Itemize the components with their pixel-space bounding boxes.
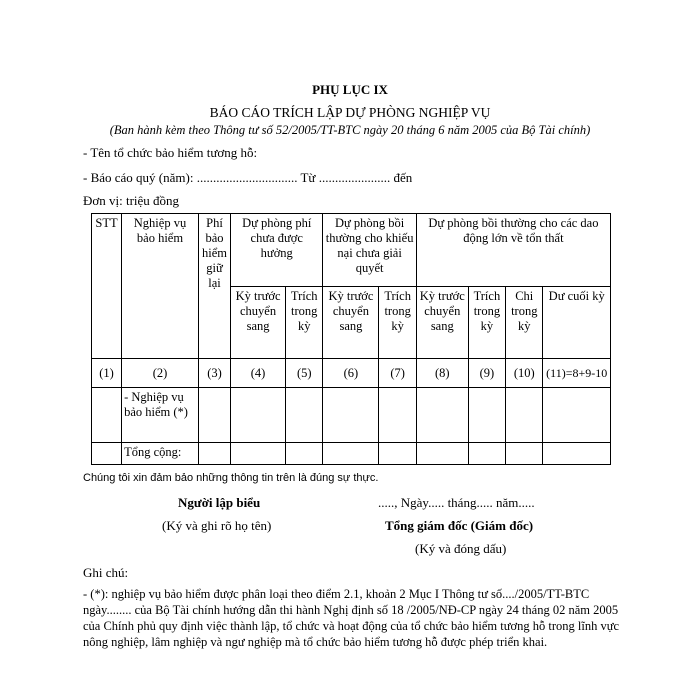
subheader-ky-truoc: Kỳ trước chuyển sang [323, 287, 379, 359]
preparer-note: (Ký và ghi rõ họ tên) [162, 518, 272, 533]
director-note: (Ký và đóng dấu) [415, 541, 507, 556]
cell-empty [416, 388, 468, 443]
report-title: BÁO CÁO TRÍCH LẬP DỰ PHÒNG NGHIỆP VỤ [209, 105, 491, 120]
subheader-chi-trong-ky: Chi trong kỳ [506, 287, 543, 359]
cell-empty [468, 388, 505, 443]
cell-empty [506, 443, 543, 465]
cell-empty [543, 443, 611, 465]
unit-label: Đơn vị: triệu đồng [83, 193, 180, 208]
cell-empty [198, 443, 230, 465]
column-number-row [92, 359, 611, 388]
col-number: (10) [506, 359, 543, 388]
cell-empty [92, 443, 122, 465]
col-number: (1) [92, 359, 122, 388]
report-subtitle: (Ban hành kèm theo Thông tư số 52/2005/TT-BTC ngày 20 tháng 6 năm 2005 của Bộ Tài chính) [109, 123, 591, 137]
header-du-phong-boi-thuong: Dự phòng bồi thường cho khiếu nại chưa giải quyết [323, 214, 416, 287]
col-number: (9) [468, 359, 505, 388]
table-row [92, 443, 611, 465]
cell-empty [286, 443, 323, 465]
cell-empty [92, 388, 122, 443]
col-number: (4) [231, 359, 286, 388]
date-line: ....., Ngày..... tháng..... năm..... [378, 495, 535, 510]
cell-empty [323, 388, 379, 443]
period-field: - Báo cáo quý (năm): ............................... Từ ...................... đến [83, 170, 413, 185]
cell-empty [468, 443, 505, 465]
col-number: (8) [416, 359, 468, 388]
cell-empty [286, 388, 323, 443]
col-number: (7) [379, 359, 416, 388]
cell-empty [231, 443, 286, 465]
col-number: (6) [323, 359, 379, 388]
preparer-title: Người lập biểu [178, 495, 261, 510]
cell-empty [506, 388, 543, 443]
col-number: (3) [198, 359, 230, 388]
header-nghiep-vu: Nghiệp vụ bảo hiểm [122, 214, 199, 359]
subheader-du-cuoi-ky: Dư cuối kỳ [543, 287, 611, 359]
subheader-trich-trong-ky: Trích trong kỳ [468, 287, 505, 359]
cell-empty [231, 388, 286, 443]
col-number: (2) [122, 359, 199, 388]
director-title: Tổng giám đốc (Giám đốc) [385, 518, 534, 533]
declaration-text: Chúng tôi xin đảm bảo những thông tin trên là đúng sự thực. [83, 472, 379, 484]
subheader-trich-trong-ky: Trích trong kỳ [286, 287, 323, 359]
row-nghiep-vu-label: - Nghiệp vụ bảo hiểm (*) [122, 388, 199, 443]
table-row [92, 388, 611, 443]
header-phi-bao-hiem: Phí bảo hiểm giữ lại [198, 214, 230, 359]
cell-empty [198, 388, 230, 443]
cell-empty [323, 443, 379, 465]
row-tong-cong-label: Tổng cộng: [122, 443, 199, 465]
cell-empty [543, 388, 611, 443]
appendix-label: PHỤ LỤC IX [312, 82, 388, 97]
header-du-phong-dao-dong: Dự phòng bồi thường cho các dao động lớn về tổn thất [416, 214, 610, 287]
org-name-field: - Tên tổ chức bảo hiểm tương hỗ: [83, 145, 258, 160]
cell-empty [416, 443, 468, 465]
col-number: (5) [286, 359, 323, 388]
col-number: (11)=8+9-10 [543, 359, 611, 388]
notes-text: - (*): nghiệp vụ bảo hiểm được phân loại theo điểm 2.1, khoản 2 Mục I Thông tư số..../2005/TT-BTC ngày........ của Bộ Tài chính hướng dẫn thi hành Nghị định số 18 /2005/NĐ-CP ngày 24 tháng 02 năm 2005 của Chính phủ quy định việc thành lập, tổ chức và hoạt động của tổ chức bảo hiểm tương hỗ trong lĩnh vực nông nghiệp, lâm nghiệp và ngư nghiệp mà tổ chức bảo hiểm tương hỗ được phép triển khai. [83, 587, 620, 649]
subheader-trich-trong-ky: Trích trong kỳ [379, 287, 416, 359]
notes-label: Ghi chú: [83, 565, 129, 580]
subheader-ky-truoc: Kỳ trước chuyển sang [231, 287, 286, 359]
subheader-ky-truoc: Kỳ trước chuyển sang [416, 287, 468, 359]
cell-empty [379, 388, 416, 443]
header-stt: STT [92, 214, 122, 359]
report-table [91, 213, 611, 465]
cell-empty [379, 443, 416, 465]
header-du-phong-phi: Dự phòng phí chưa được hưởng [231, 214, 323, 287]
